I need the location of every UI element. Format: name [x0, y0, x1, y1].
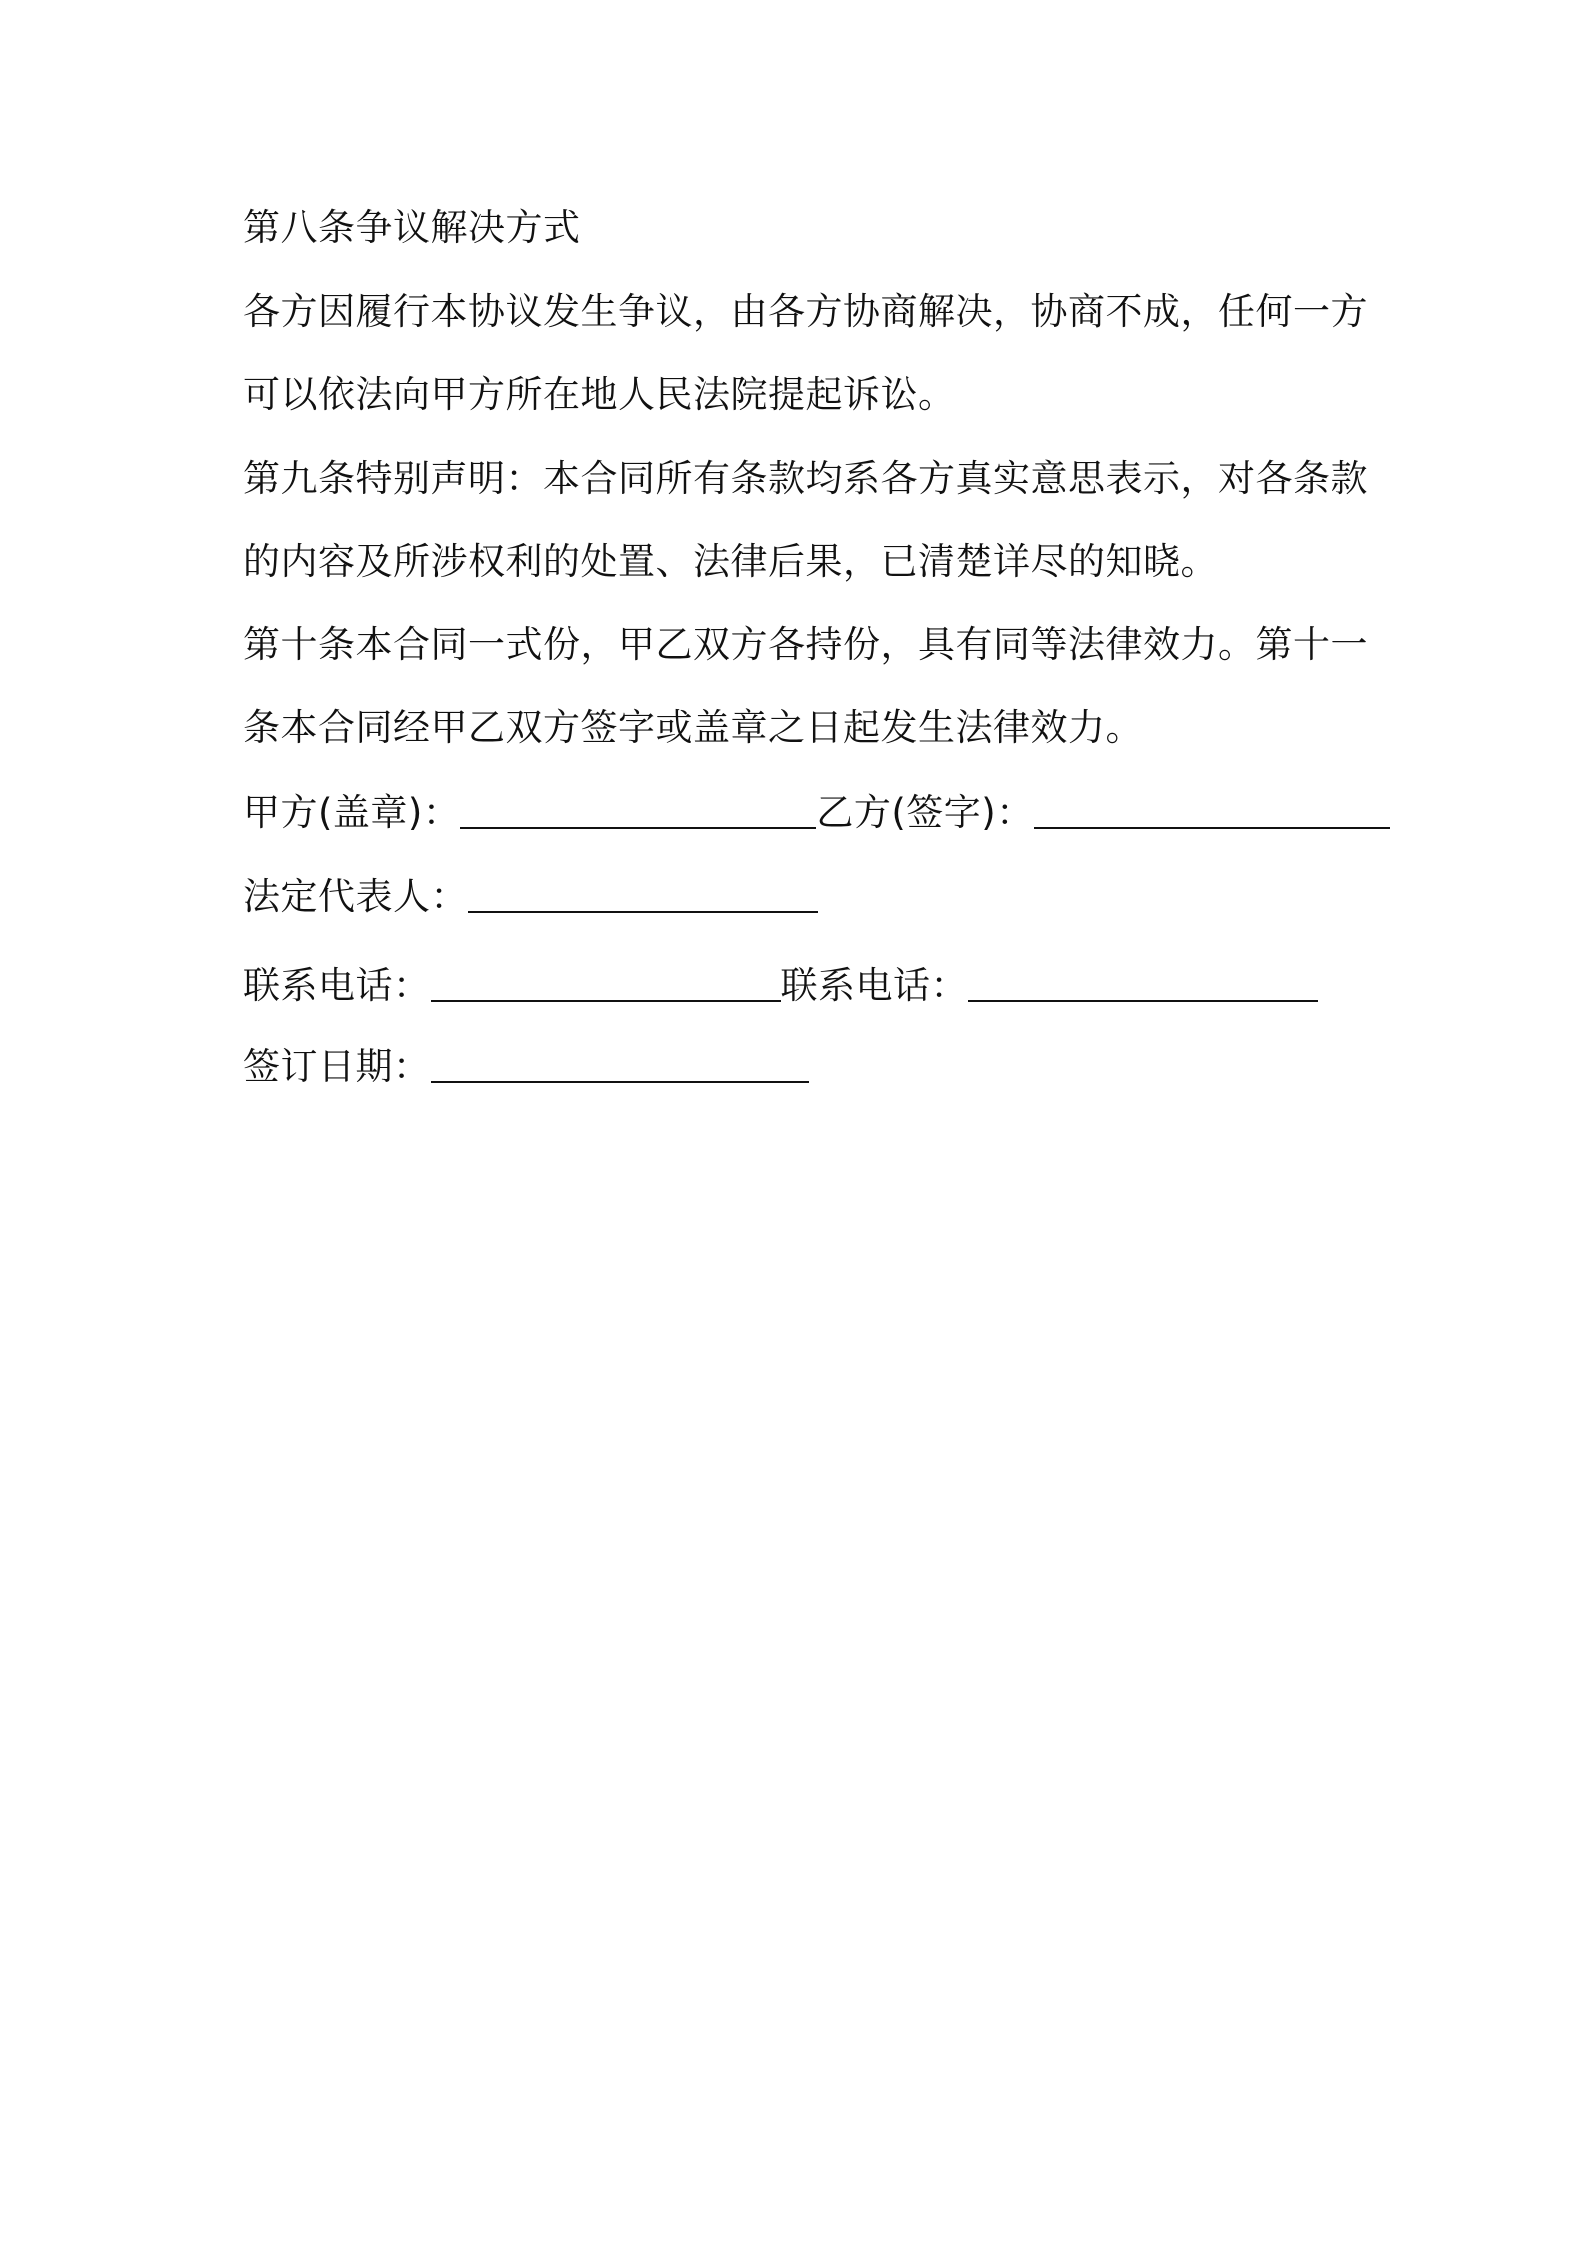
party-a-signature-blank [460, 797, 816, 829]
article8-body-line-1: 各方因履行本协议发生争议，由各方协商解决，协商不成，任何一方 [243, 290, 1368, 333]
phone-b-blank [968, 970, 1318, 1002]
signature-row-phones [243, 961, 1318, 1011]
article10-line-1: 第十条本合同一式份，甲乙双方各持份，具有同等法律效力。第十一 [243, 623, 1368, 666]
article9-line-2: 的内容及所涉权利的处置、法律后果，已清楚详尽的知晓。 [243, 540, 1218, 583]
article8-heading: 第八条争议解决方式 [243, 206, 581, 249]
phone-a-blank [431, 970, 781, 1002]
date-blank [431, 1051, 809, 1083]
legal-rep-blank [468, 881, 818, 913]
date-label: 签订日期： [243, 1045, 431, 1088]
party-b-signature-blank [1034, 797, 1390, 829]
legal-rep-label: 法定代表人： [243, 875, 468, 918]
article8-body-line-2: 可以依法向甲方所在地人民法院提起诉讼。 [243, 373, 956, 416]
article10-line-2: 条本合同经甲乙双方签字或盖章之日起发生法律效力。 [243, 706, 1143, 749]
party-a-label: 甲方(盖章)： [243, 791, 461, 834]
signature-row-legal-rep [243, 872, 818, 922]
article9-line-1: 第九条特别声明：本合同所有条款均系各方真实意思表示，对各条款 [243, 457, 1368, 500]
signature-row-date [243, 1042, 809, 1092]
signature-row-parties [243, 788, 1390, 838]
phone-label-b: 联系电话： [780, 964, 968, 1007]
party-b-label: 乙方(签字)： [816, 791, 1034, 834]
phone-label-a: 联系电话： [243, 964, 431, 1007]
